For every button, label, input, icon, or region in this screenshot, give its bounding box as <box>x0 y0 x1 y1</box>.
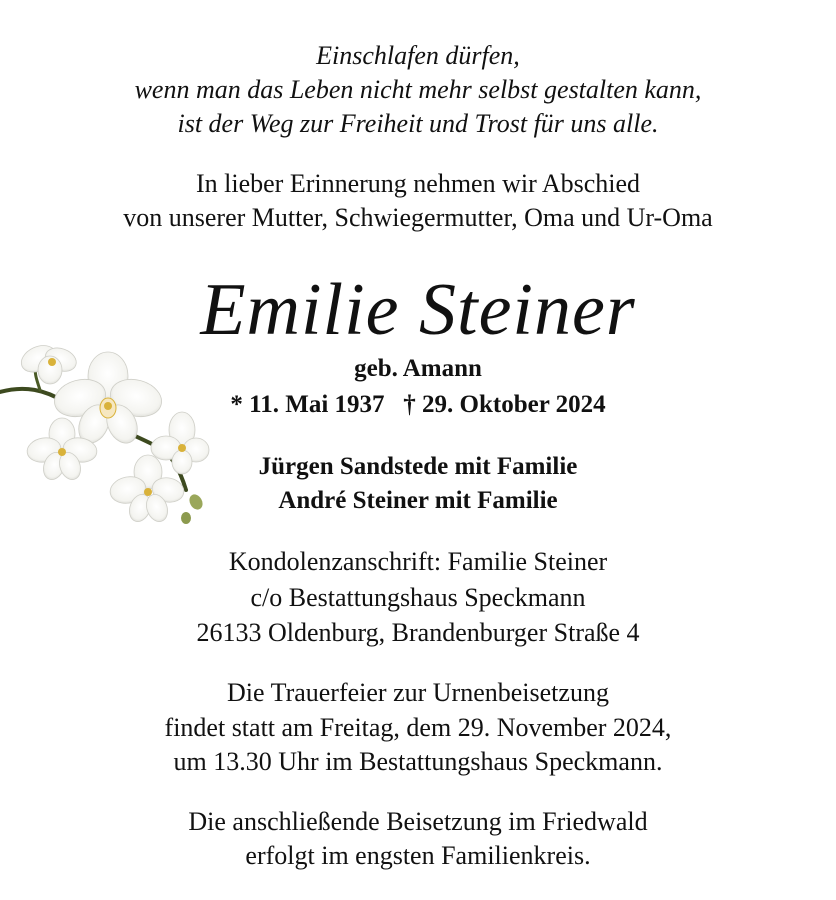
burial-line-2: erfolgt im engsten Familienkreis. <box>245 841 591 870</box>
deceased-name: Emilie Steiner <box>200 269 636 351</box>
mourner-line-2: André Steiner mit Familie <box>278 487 558 514</box>
ceremony-line-1: Die Trauerfeier zur Urnenbeisetzung <box>227 678 609 707</box>
intro-line-2: von unserer Mutter, Schwiegermutter, Oma und Ur-Oma <box>123 203 713 232</box>
condolence-line-2: c/o Bestattungshaus Speckmann <box>250 583 586 612</box>
birth-name: geb. Amann <box>354 355 482 382</box>
orchid-branch-icon <box>0 330 215 530</box>
ceremony-line-2: findet statt am Freitag, dem 29. November 2024, <box>164 713 672 742</box>
life-dates: * 11. Mai 1937 † 29. Oktober 2024 <box>230 391 606 418</box>
intro-line-1: In lieber Erinnerung nehmen wir Abschied <box>195 169 641 198</box>
motto-line-2: wenn man das Leben nicht mehr selbst gestalten kann, <box>134 75 702 104</box>
condolence-line-1: Kondolenzanschrift: Familie Steiner <box>228 547 608 576</box>
motto-line-1: Einschlafen dürfen, <box>316 41 520 70</box>
ceremony-line-3: um 13.30 Uhr im Bestattungshaus Speckmann. <box>173 747 663 776</box>
mourner-line-1: Jürgen Sandstede mit Familie <box>258 453 578 480</box>
motto-line-3: ist der Weg zur Freiheit und Trost für uns alle. <box>177 109 659 138</box>
condolence-line-3: 26133 Oldenburg, Brandenburger Straße 4 <box>196 618 640 647</box>
burial-line-1: Die anschließende Beisetzung im Friedwald <box>188 807 648 836</box>
